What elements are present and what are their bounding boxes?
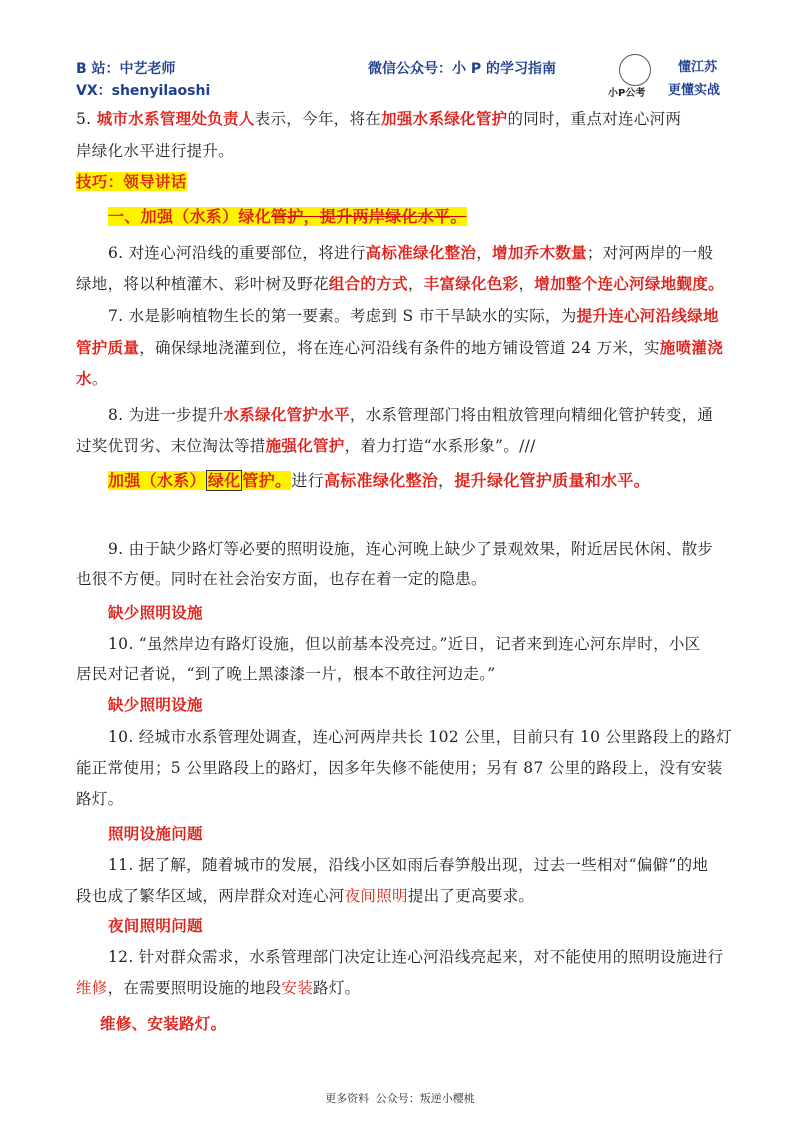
p10b-line1: 10. 经城市水系管理处调查，连心河两岸共长 102 公里，目前只有 10 公里路段上的路灯 <box>108 728 732 746</box>
logo-top-text: 懂江苏 <box>678 60 718 75</box>
tip-label: 技巧：领导讲话 <box>76 172 187 191</box>
p9-line1: 9. 由于缺少路灯等必要的照明设施，连心河晚上缺少了景观效果，附近居民休闲、散步 <box>108 540 714 558</box>
p10b-line3: 路灯。 <box>76 790 124 808</box>
summary-1: 加强（水系） 绿化 管护。进行高标准绿化整治，提升绿化管护质量和水平。 <box>108 471 650 490</box>
p5-line2: 岸绿化水平进行提升。 <box>76 142 235 160</box>
header-wechat: 微信公众号：小 P 的学习指南 <box>368 61 557 77</box>
note-2: 缺少照明设施 <box>108 695 203 714</box>
p10a-line1: 10. “虽然岸边有路灯设施，但以前基本没亮过。”近日，记者来到连心河东岸时，小区 <box>108 635 701 653</box>
p6-line2: 绿地，将以种植灌木、彩叶树及野花组合的方式，丰富绿化色彩，增加整个连心河绿地觐度。 <box>76 274 724 293</box>
p7-line1: 7. 水是影响植物生长的第一要素。考虑到 S 市干旱缺水的实际，为提升连心河沿线绿地 <box>108 306 719 325</box>
p12-line2: 维修，在需要照明设施的地段安装路灯。 <box>76 979 361 997</box>
note-3: 照明设施问题 <box>108 824 203 843</box>
p11-line1: 11. 据了解，随着城市的发展，沿线小区如雨后春笋般出现，过去一些相对“偏僻”的地 <box>108 856 709 874</box>
logo-bottom-text: 更懂实战 <box>668 83 721 98</box>
footer: 更多资料 公众号：叛逆小樱桃 <box>325 1092 475 1105</box>
header-bilibili: B 站：中艺老师 <box>76 61 176 77</box>
p10a-line2: 居民对记者说，“到了晚上黑漆漆一片，根本不敢往河边走。” <box>76 665 496 683</box>
p9-line2: 也很不方便。同时在社会治安方面，也存在着一定的隐患。 <box>76 570 487 588</box>
heading-1: 一、加强（水系）绿化管护，提升两岸绿化水平。 <box>108 207 467 226</box>
p8-line2: 过奖优罚劣、末位淘汰等措施强化管护，着力打造“水系形象”。/// <box>76 436 536 455</box>
header-vx: VX：shenyilaoshi <box>76 83 211 99</box>
note-4: 夜间照明问题 <box>108 916 203 935</box>
logo-caption: 小P公考 <box>608 88 646 99</box>
p5-line1: 5. 城市水系管理处负责人表示，今年，将在加强水系绿化管护的同时，重点对连心河两 <box>76 109 682 128</box>
p11-line2: 段也成了繁华区域，两岸群众对连心河夜间照明提出了更高要求。 <box>76 887 535 905</box>
logo-icon <box>619 54 651 86</box>
p6-line1: 6. 对连心河沿线的重要部位，将进行高标准绿化整治，增加乔木数量；对河两岸的一般 <box>108 243 714 262</box>
p12-line1: 12. 针对群众需求，水系管理部门决定让连心河沿线亮起来，对不能使用的照明设施进行 <box>108 948 724 966</box>
p7-line3: 水。 <box>76 369 108 388</box>
note-5: 维修、安装路灯。 <box>100 1014 227 1033</box>
note-1: 缺少照明设施 <box>108 603 203 622</box>
p10b-line2: 能正常使用；5 公里路段上的路灯，因多年失修不能使用；另有 87 公里的路段上，没有安装 <box>76 759 723 777</box>
p7-line2: 管护质量，确保绿地浇灌到位，将在连心河沿线有条件的地方铺设管道 24 万米，实施喷灌浇 <box>76 338 723 357</box>
p8-line1: 8. 为进一步提升水系绿化管护水平，水系管理部门将由粗放管理向精细化管护转变，通 <box>108 405 714 424</box>
